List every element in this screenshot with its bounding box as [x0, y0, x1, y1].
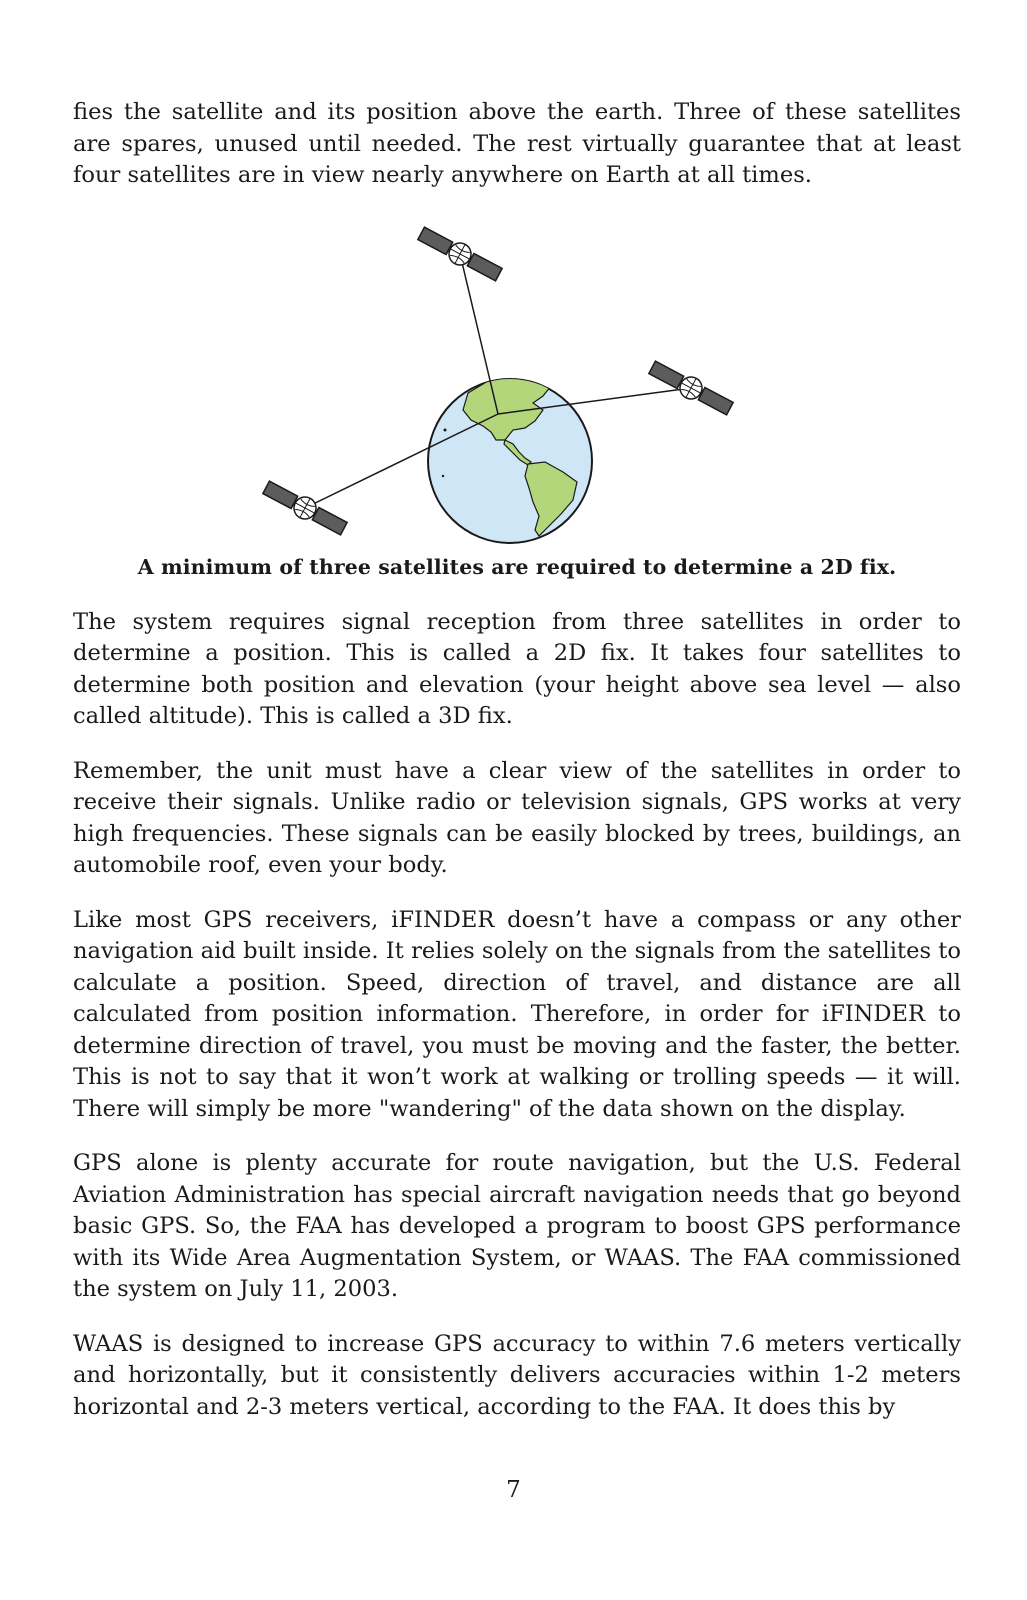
paragraph-intro: fies the satellite and its position above the earth. Three of these satellites are spares, unused until needed. The rest virtually guarantee that at least four satellites are in view nearly anywhere on Earth at all times. [73, 99, 961, 188]
paragraph-ifinder: Like most GPS receivers, iFINDER doesn’t have a compass or any other navigation aid built inside. It relies solely on the signals from the satellites to calculate a position. Speed, direction of travel, and distance are all calculated from position information. Therefore, in order for iFINDER to determine direction of travel, you must be moving and the faster, the better. This is not to say that it won’t work at walking or trolling speeds — it will. There will simply be more "wandering" of the data shown on the display. [73, 906, 961, 1122]
paragraph-waas: WAAS is designed to increase GPS accuracy to within 7.6 meters vertically and horizontally, but it consistently delivers accuracies within 1-2 meters horizontal and 2-3 meters vertical, according to the FAA. It does this by [73, 1330, 961, 1420]
paragraph-2d-fix: The system requires signal reception from three satellites in order to determine a position. This is called a 2D fix. It takes four satellites to determine both position and elevation (your height above sea level — also called altitude). This is called a 3D fix. [73, 608, 961, 729]
satellite-figure [73, 218, 961, 548]
satellite-diagram [73, 218, 961, 548]
satellite-icon [416, 223, 504, 284]
page-number: 7 [506, 1477, 521, 1503]
figure-caption: A minimum of three satellites are required to determine a 2D fix. [137, 554, 897, 579]
satellite-icon [261, 477, 349, 538]
earth-globe [428, 376, 592, 543]
page-content [73, 97, 961, 1423]
paragraph-faa: GPS alone is plenty accurate for route navigation, but the U.S. Federal Aviation Administration has special aircraft navigation needs that go beyond basic GPS. So, the FAA has developed a program to boost GPS performance with its Wide Area Augmentation System, or WAAS. The FAA commissioned the system on July 11, 2003. [73, 1150, 961, 1302]
satellite-icon [647, 357, 735, 418]
paragraph-clear-view: Remember, the unit must have a clear view of the satellites in order to receive their signals. Unlike radio or television signals, GPS works at very high frequencies. These signals can be easily blocked by trees, buildings, an automobile roof, even your body. [73, 757, 961, 878]
